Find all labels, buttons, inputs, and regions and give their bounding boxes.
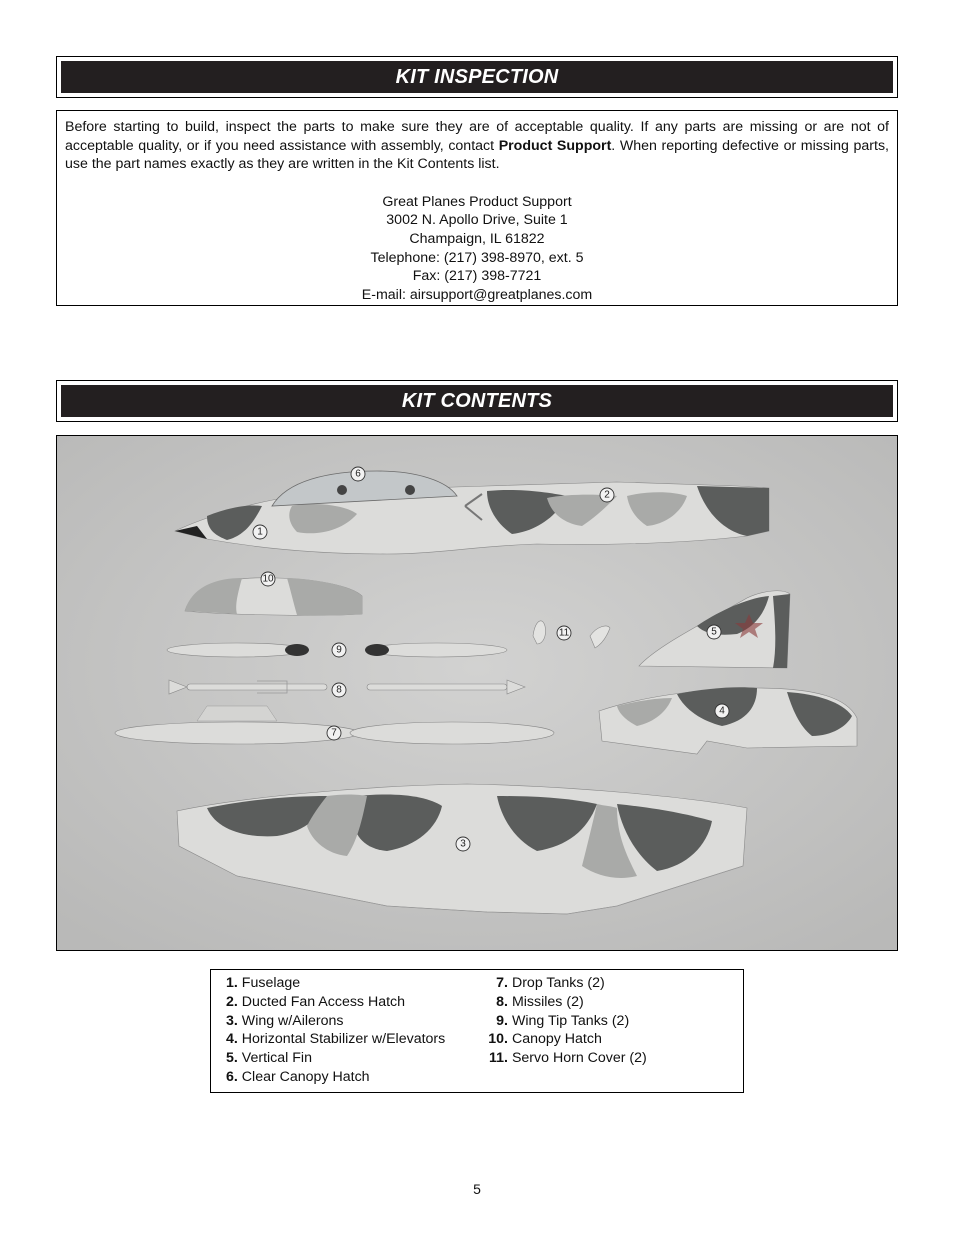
legend-column-right xyxy=(486,974,647,1068)
legend-item xyxy=(486,993,647,1012)
callout-7-label: 7 xyxy=(331,727,337,739)
callout-6 xyxy=(351,467,365,481)
address-line-city: Champaign, IL 61822 xyxy=(409,230,545,247)
item-number: 4. xyxy=(226,1031,238,1048)
address-line-telephone: Telephone: (217) 398-8970, ext. 5 xyxy=(370,249,584,266)
callout-2 xyxy=(600,488,614,502)
paragraph-text-end: . When reporting defective or missing parts, use the part names exactly as they are written in the Kit Contents list. xyxy=(65,137,889,173)
legend-item xyxy=(226,974,445,993)
callout-5 xyxy=(707,625,721,639)
kit-contents-header xyxy=(56,380,898,422)
legend-item xyxy=(486,1049,647,1068)
item-name: Clear Canopy Hatch xyxy=(241,1068,370,1085)
product-support-emphasis: Product Support xyxy=(498,137,612,154)
address-line-company: Great Planes Product Support xyxy=(382,193,572,210)
item-number: 10. xyxy=(488,1031,508,1048)
callout-10 xyxy=(261,572,275,586)
kit-contents-photo xyxy=(56,435,898,951)
kit-contents-legend xyxy=(210,969,744,1093)
item-name: Wing w/Ailerons xyxy=(241,1012,344,1029)
item-name: Wing Tip Tanks (2) xyxy=(511,1012,630,1029)
item-number: 1. xyxy=(226,975,238,991)
item-number: 3. xyxy=(226,1012,238,1029)
callout-7 xyxy=(327,726,341,740)
inspection-paragraph xyxy=(65,118,889,174)
callout-9-label: 9 xyxy=(336,644,342,656)
item-name: Canopy Hatch xyxy=(511,1031,602,1048)
item-name: Drop Tanks (2) xyxy=(511,975,605,991)
callout-9 xyxy=(332,643,346,657)
callout-11-label: 11 xyxy=(558,627,570,639)
item-name: Ducted Fan Access Hatch xyxy=(241,993,406,1010)
legend-item xyxy=(486,1030,647,1049)
item-name: Vertical Fin xyxy=(241,1050,312,1067)
callout-1-label: 1 xyxy=(257,526,263,538)
callout-11 xyxy=(557,626,571,640)
item-number: 11. xyxy=(489,1050,508,1067)
item-name: Missiles (2) xyxy=(511,993,584,1010)
paragraph-text: Before starting to build, inspect the parts to make sure they are of acceptable quality. If any parts are missing or are not of acceptable quality, or if you need assistance with assembly, contact xyxy=(65,119,889,154)
kit-contents-title: KIT CONTENTS xyxy=(61,385,893,417)
legend-column-left xyxy=(226,974,445,1087)
inspection-text-box xyxy=(56,110,898,306)
legend-item xyxy=(486,1012,647,1031)
callout-1 xyxy=(253,525,267,539)
item-number: 9. xyxy=(496,1012,508,1029)
parts-illustration xyxy=(57,436,897,950)
legend-item xyxy=(486,974,647,993)
page-number: 5 xyxy=(473,1181,481,1197)
item-number: 6. xyxy=(226,1068,238,1085)
address-line-street: 3002 N. Apollo Drive, Suite 1 xyxy=(386,212,568,229)
legend-item xyxy=(226,1049,445,1068)
callout-4 xyxy=(715,704,729,718)
callout-3-label: 3 xyxy=(460,838,466,850)
legend-item xyxy=(226,1068,445,1087)
callout-10-label: 10 xyxy=(262,573,274,585)
kit-inspection-title: KIT INSPECTION xyxy=(61,61,893,93)
callout-8 xyxy=(332,683,346,697)
callout-4-label: 4 xyxy=(719,705,725,717)
item-number: 8. xyxy=(496,993,508,1010)
callout-6-label: 6 xyxy=(355,468,361,480)
callout-8-label: 8 xyxy=(336,684,342,696)
kit-inspection-header xyxy=(56,56,898,98)
legend-item xyxy=(226,1012,445,1031)
address-line-email: E-mail: airsupport@greatplanes.com xyxy=(361,286,593,303)
item-name: Fuselage xyxy=(241,975,301,991)
item-name: Horizontal Stabilizer w/Elevators xyxy=(241,1031,446,1048)
item-number: 2. xyxy=(226,993,238,1010)
item-number: 7. xyxy=(496,975,508,991)
callout-5-label: 5 xyxy=(711,626,717,638)
callout-3 xyxy=(456,837,470,851)
support-address xyxy=(65,193,889,305)
legend-item xyxy=(226,993,445,1012)
address-line-fax: Fax: (217) 398-7721 xyxy=(412,268,542,285)
item-number: 5. xyxy=(226,1050,238,1067)
item-name: Servo Horn Cover (2) xyxy=(511,1050,647,1067)
callout-2-label: 2 xyxy=(604,489,610,501)
legend-item xyxy=(226,1030,445,1049)
